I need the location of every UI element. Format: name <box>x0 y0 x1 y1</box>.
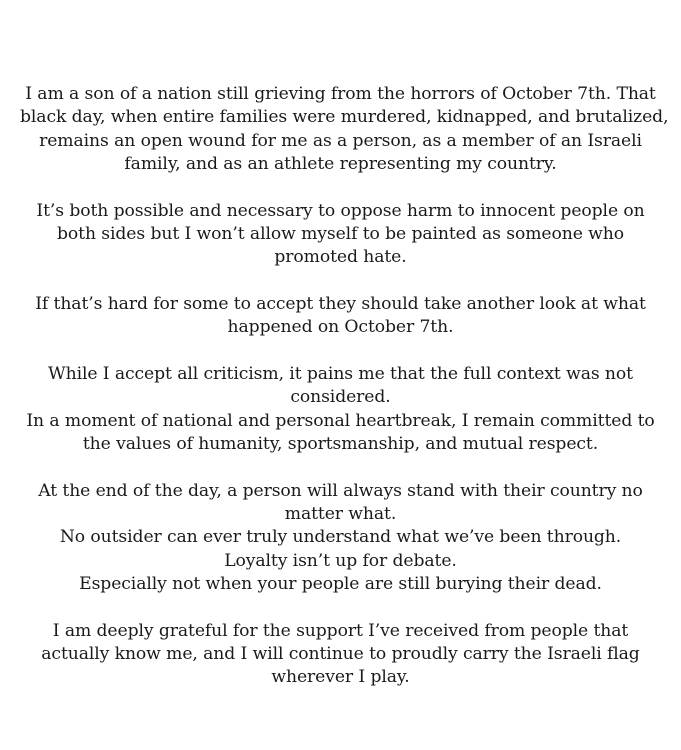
text-line: considered. <box>290 387 391 408</box>
paragraph-loyalty <box>20 480 661 596</box>
statement-text <box>20 83 669 713</box>
text-line: I am deeply grateful for the support I’ve received from people that <box>52 620 629 641</box>
paragraph-another-look <box>20 293 661 340</box>
paragraph-october-7 <box>20 83 669 176</box>
paragraph-gratitude <box>20 620 661 690</box>
text-line: remains an open wound for me as a person, as a member of an Israeli <box>39 130 642 151</box>
paragraph-criticism <box>20 363 661 456</box>
text-line: I am a son of a nation still grieving from the horrors of October 7th. That <box>25 84 656 104</box>
text-line: promoted hate. <box>274 247 407 268</box>
text-line: No outsider can ever truly understand what we’ve been through. <box>59 527 622 548</box>
text-line: Especially not when your people are still burying their dead. <box>79 574 602 595</box>
text-line: matter what. <box>284 504 397 525</box>
text-line: In a moment of national and personal heartbreak, I remain committed to <box>26 410 655 431</box>
text-line: both sides but I won’t allow myself to be painted as someone who <box>57 223 624 244</box>
text-line: At the end of the day, a person will always stand with their country no <box>38 480 643 501</box>
paragraph-oppose-harm <box>20 200 661 270</box>
text-line: While I accept all criticism, it pains me that the full context was not <box>48 364 633 385</box>
text-line: Loyalty isn’t up for debate. <box>224 550 457 571</box>
text-line: If that’s hard for some to accept they should take another look at what <box>35 294 646 315</box>
text-line: It’s both possible and necessary to oppose harm to innocent people on <box>36 200 645 221</box>
text-line: black day, when entire families were murdered, kidnapped, and brutalized, <box>20 107 669 128</box>
text-line: wherever I play. <box>271 667 410 688</box>
text-line: family, and as an athlete representing my country. <box>124 153 557 174</box>
text-line: actually know me, and I will continue to proudly carry the Israeli flag <box>41 644 640 665</box>
text-line: happened on October 7th. <box>227 317 454 338</box>
text-line: the values of humanity, sportsmanship, and mutual respect. <box>82 434 599 455</box>
